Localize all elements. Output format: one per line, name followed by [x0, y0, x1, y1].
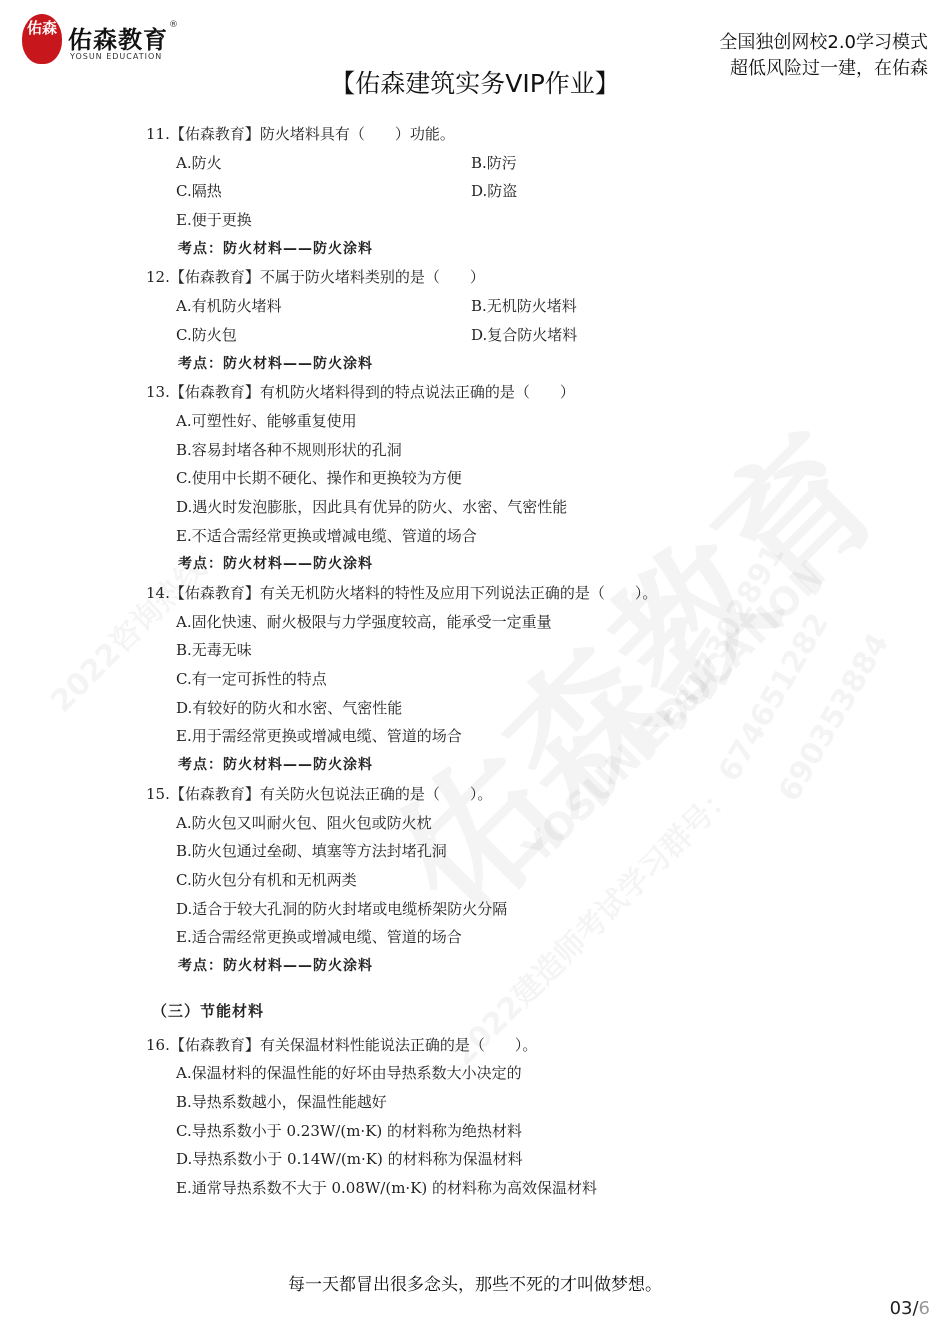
option-a: A.固化快速、耐火极限与力学强度较高，能承受一定重量	[176, 612, 552, 631]
key-point: 考点：防火材料——防火涂料	[178, 757, 373, 774]
option-c: C.隔热	[176, 182, 222, 201]
page-number	[890, 1298, 930, 1319]
option-d: D.防盗	[471, 182, 518, 201]
question-stem: 12.【佑森教育】不属于防火堵料类别的是（ ）	[146, 268, 485, 287]
option-a: A.防火	[176, 153, 222, 172]
question-stem: 13.【佑森教育】有机防火堵料得到的特点说法正确的是（ ）	[146, 383, 575, 402]
slogan-line-2: 超低风险过一建，在佑森	[730, 58, 928, 79]
brand-name: 佑森教育	[68, 26, 168, 54]
option-b: B.无毒无味	[176, 641, 252, 660]
question-stem: 16.【佑森教育】有关保温材料性能说法正确的是（ ）。	[146, 1035, 538, 1054]
question-15	[146, 780, 906, 981]
option-e: E.用于需经常更换或增减电缆、管道的场合	[176, 727, 462, 746]
option-e: E.不适合需经常更换或增减电缆、管道的场合	[176, 526, 477, 545]
registered-mark: ®	[169, 20, 178, 30]
page-current: 03/	[889, 1298, 919, 1319]
option-c: C.防火包分有机和无机两类	[176, 870, 357, 889]
question-11	[146, 120, 906, 263]
key-point: 考点：防火材料——防火涂料	[178, 240, 373, 257]
option-e: E.便于更换	[176, 211, 252, 230]
footer-motto: 每一天都冒出很多念头，那些不死的才叫做梦想。	[288, 1275, 662, 1295]
option-a: A.有机防火堵料	[176, 297, 282, 316]
key-point: 考点：防火材料——防火涂料	[178, 556, 373, 573]
option-d: D.遇火时发泡膨胀，因此具有优异的防火、水密、气密性能	[176, 497, 568, 516]
option-a: A.保温材料的保温性能的好坏由导热系数大小决定的	[176, 1064, 522, 1083]
question-12	[146, 263, 906, 378]
option-e: E.通常导热系数不大于 0.08W/(m·K) 的材料称为高效保温材料	[176, 1179, 598, 1198]
option-c: C.有一定可拆性的特点	[176, 670, 327, 689]
option-b: B.无机防火堵料	[471, 297, 577, 316]
option-d: D.复合防火堵料	[471, 325, 578, 344]
option-a: A.防火包又叫耐火包、阻火包或防火枕	[176, 813, 432, 832]
key-point: 考点：防火材料——防火涂料	[178, 957, 373, 974]
logo-badge: 佑森	[22, 14, 62, 64]
option-c: C.使用中长期不硬化、操作和更换较为方便	[176, 469, 462, 488]
document-title: 【佑森建筑实务VIP作业】	[330, 69, 620, 98]
key-point: 考点：防火材料——防火涂料	[178, 355, 373, 372]
option-c: C.防火包	[176, 325, 237, 344]
question-stem: 14.【佑森教育】有关无机防火堵料的特性及应用下列说法正确的是（ ）。	[146, 584, 658, 602]
option-d: D.适合于较大孔洞的防火封堵或电缆桥架防火分隔	[176, 899, 508, 918]
question-14	[146, 579, 906, 780]
slogan-line-1: 全国独创网校2.0学习模式	[719, 32, 928, 53]
option-e: E.适合需经常更换或增减电缆、管道的场合	[176, 928, 462, 947]
page-total: 6	[918, 1298, 930, 1319]
question-13	[146, 378, 906, 579]
option-b: B.防污	[471, 153, 517, 172]
option-b: B.防火包通过垒砌、填塞等方法封堵孔洞	[176, 842, 447, 861]
section-heading: （三）节能材料	[152, 1001, 265, 1020]
option-d: D.导热系数小于 0.14W/(m·K) 的材料称为保温材料	[176, 1150, 523, 1169]
homework-content	[146, 120, 906, 1203]
option-c: C.导热系数小于 0.23W/(m·K) 的材料称为绝热材料	[176, 1121, 523, 1140]
option-grid	[146, 292, 906, 349]
question-16	[146, 1031, 906, 1203]
option-grid	[146, 149, 906, 206]
brand-logo	[22, 14, 182, 66]
option-b: B.容易封堵各种不规则形状的孔洞	[176, 440, 402, 459]
option-b: B.导热系数越小，保温性能越好	[176, 1093, 387, 1111]
question-stem: 15.【佑森教育】有关防火包说法正确的是（ ）。	[146, 784, 493, 803]
brand-english: YOSUN EDUCATION	[70, 52, 163, 61]
option-d: D.有较好的防火和水密、气密性能	[176, 698, 403, 717]
option-a: A.可塑性好、能够重复使用	[176, 411, 357, 430]
question-stem: 11.【佑森教育】防火堵料具有（ ）功能。	[146, 125, 455, 143]
